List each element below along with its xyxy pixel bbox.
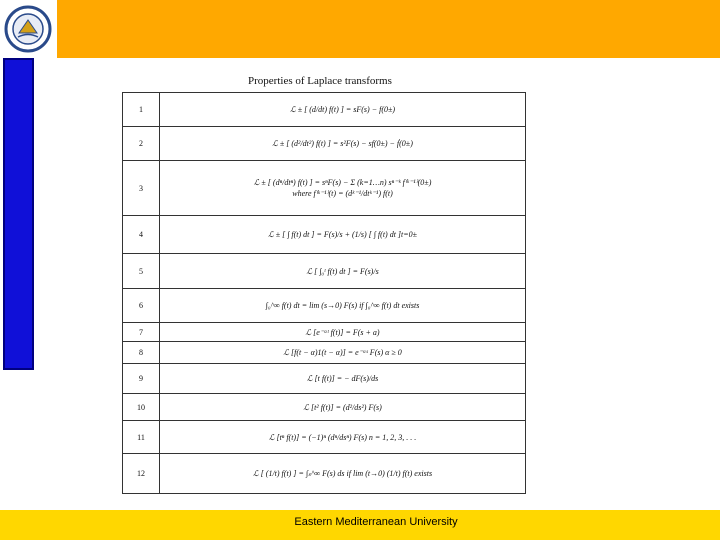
- property-number: 1: [123, 93, 160, 127]
- logo-frame: [0, 0, 57, 58]
- property-number: 5: [123, 254, 160, 289]
- property-number: 11: [123, 421, 160, 454]
- document-title: Properties of Laplace transforms: [248, 75, 392, 87]
- property-number: 10: [123, 394, 160, 421]
- left-accent-bar: [3, 58, 34, 370]
- property-number: 9: [123, 364, 160, 394]
- formula-line: ℒ ± [ ∫ f(t) dt ] = F(s)/s + (1/s) [ ∫ f(t) dt ]t=0±: [267, 230, 418, 239]
- formula-line: ℒ [ ∫₀ᵗ f(t) dt ] = F(s)/s: [306, 266, 379, 276]
- university-logo-icon: [3, 3, 54, 55]
- formula-line: ℒ [t² f(t)] = (d²/ds²) F(s): [303, 402, 382, 412]
- table-row: [123, 323, 526, 342]
- property-number: 2: [123, 127, 160, 161]
- property-number: 4: [123, 216, 160, 254]
- table-row: [123, 216, 526, 254]
- property-number: 12: [123, 454, 160, 494]
- laplace-properties-document: [118, 72, 528, 497]
- property-formula: [160, 421, 526, 454]
- formula-line: ℒ ± [ (d²/dt²) f(t) ] = s²F(s) − sf(0±) − ḟ(0±): [272, 139, 413, 148]
- formula-line: ℒ ± [ (d/dt) f(t) ] = sF(s) − f(0±): [289, 105, 396, 114]
- formula-line: ℒ [ (1/t) f(t) ] = ∫ₛ^∞ F(s) ds if lim (t→0) (1/t) f(t) exists: [252, 469, 433, 478]
- property-formula: [160, 364, 526, 394]
- formula-line: where f⁽ᵏ⁻¹⁾(t) = (dᵏ⁻¹/dtᵏ⁻¹) f(t): [292, 189, 393, 198]
- table-row: [123, 394, 526, 421]
- table-row: [123, 289, 526, 323]
- table-row: [123, 342, 526, 364]
- formula-line: ℒ ± [ (dⁿ/dtⁿ) f(t) ] = sⁿF(s) − Σ (k=1…n) sⁿ⁻ᵏ f⁽ᵏ⁻¹⁾(0±): [253, 178, 432, 187]
- property-number: 8: [123, 342, 160, 364]
- formula-line: ℒ [f(t − α)1(t − α)] = e⁻ᵅˢ F(s) α ≥ 0: [283, 348, 402, 357]
- table-row: [123, 364, 526, 394]
- property-formula: [160, 323, 526, 342]
- formula-line: ℒ [t f(t)] = − dF(s)/ds: [306, 374, 379, 383]
- table-row: [123, 161, 526, 216]
- table-row: [123, 254, 526, 289]
- formula-line: ∫₀^∞ f(t) dt = lim (s→0) F(s) if ∫₀^∞ f(t) dt exists: [265, 301, 420, 310]
- table-row: [123, 454, 526, 494]
- table-row: [123, 127, 526, 161]
- property-formula: [160, 161, 526, 216]
- property-formula: [160, 289, 526, 323]
- property-formula: [160, 93, 526, 127]
- formula-line: ℒ [tⁿ f(t)] = (−1)ⁿ (dⁿ/dsⁿ) F(s) n = 1, 2, 3, . . .: [268, 432, 417, 442]
- footer-university-name: Eastern Mediterranean University: [294, 516, 458, 528]
- property-formula: [160, 394, 526, 421]
- property-formula: [160, 342, 526, 364]
- property-number: 7: [123, 323, 160, 342]
- property-number: 3: [123, 161, 160, 216]
- top-banner: [0, 0, 720, 58]
- table-row: [123, 93, 526, 127]
- properties-table: [122, 92, 526, 494]
- table-row: [123, 421, 526, 454]
- left-accent-frame: [0, 58, 37, 372]
- formula-line: ℒ [e⁻ᵃᵗ f(t)] = F(s + a): [305, 327, 380, 337]
- property-formula: [160, 254, 526, 289]
- property-number: 6: [123, 289, 160, 323]
- property-formula: [160, 216, 526, 254]
- property-formula: [160, 454, 526, 494]
- property-formula: [160, 127, 526, 161]
